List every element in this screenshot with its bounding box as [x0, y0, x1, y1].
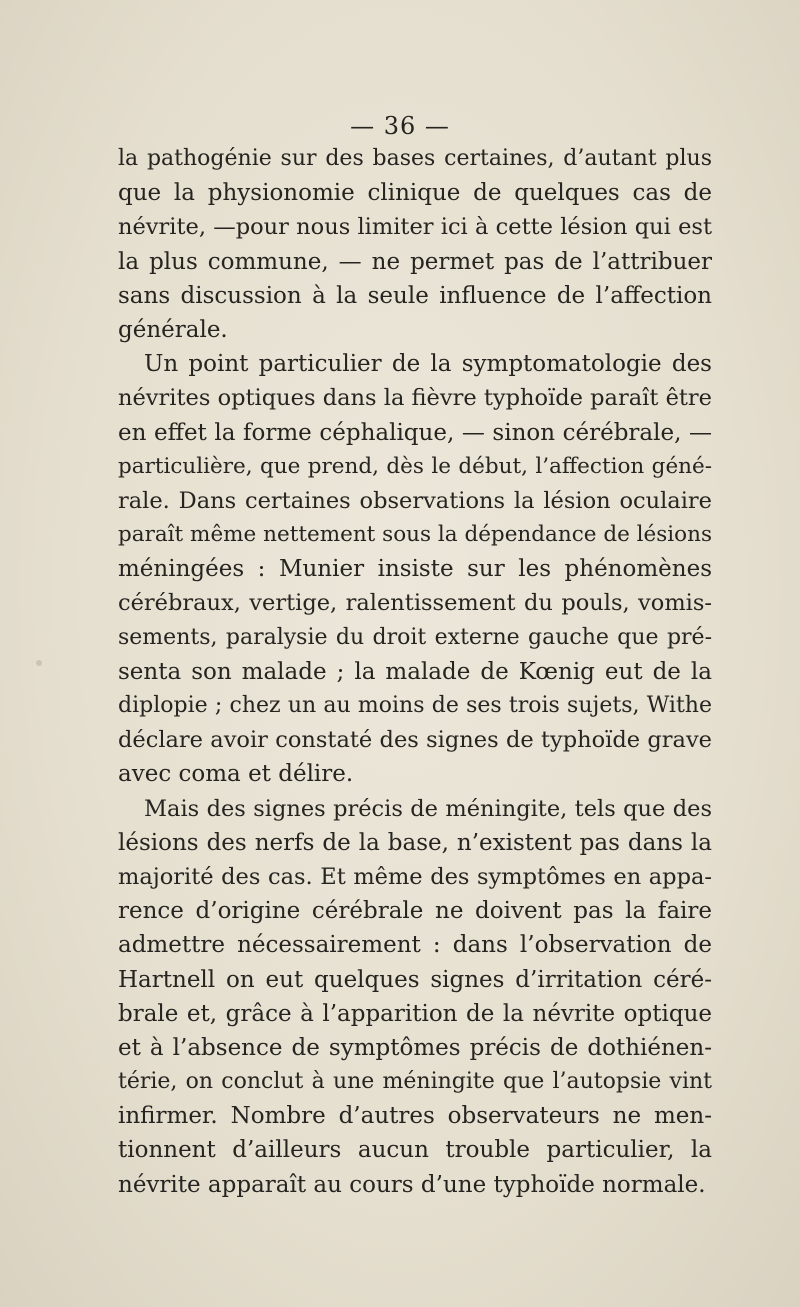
text-line: névrite, —pour nous limiter ici à cette lésion qui est	[118, 214, 712, 241]
page-number: — 36 —	[350, 112, 450, 140]
text-line: sements, paralysie du droit externe gauche que pré-	[118, 624, 712, 650]
text-line: névrites optiques dans la fièvre typhoïde paraît être	[118, 385, 712, 412]
text-line: rence d’origine cérébrale ne doivent pas la faire	[118, 898, 712, 925]
text-line: particulière, que prend, dès le début, l’affection géné-	[118, 453, 712, 479]
text-line: térie, on conclut à une méningite que l’autopsie vint	[118, 1069, 712, 1095]
text-line: en effet la forme céphalique, — sinon cérébrale, —	[118, 419, 712, 446]
paper-fleck	[36, 660, 42, 666]
text-line: majorité des cas. Et même des symptômes en appa-	[118, 863, 712, 890]
text-line: lésions des nerfs de la base, n’existent pas dans la	[118, 829, 712, 856]
text-line: que la physionomie clinique de quelques cas de	[118, 180, 712, 207]
body-text	[118, 142, 712, 1202]
text-line: déclare avoir constaté des signes de typhoïde grave	[118, 727, 712, 754]
text-line: tionnent d’ailleurs aucun trouble particulier, la	[118, 1137, 712, 1164]
text-line: infirmer. Nombre d’autres observateurs ne men-	[118, 1103, 712, 1130]
text-line: sans discussion à la seule influence de l’affection	[118, 282, 712, 309]
text-line: Hartnell on eut quelques signes d’irritation céré-	[118, 966, 712, 993]
text-line: admettre nécessairement : dans l’observation de	[118, 932, 712, 959]
text-line: Un point particulier de la symptomatologie des	[144, 351, 712, 378]
text-line: névrite apparaît au cours d’une typhoïde normale.	[118, 1171, 706, 1198]
text-line: méningées : Munier insiste sur les phénomènes	[118, 556, 712, 583]
text-line: diplopie ; chez un au moins de ses trois sujets, Withe	[118, 693, 712, 718]
text-line: brale et, grâce à l’apparition de la névrite optique	[118, 1000, 712, 1027]
text-line: rale. Dans certaines observations la lésion oculaire	[118, 487, 712, 514]
text-line: la pathogénie sur des bases certaines, d’autant plus	[118, 146, 712, 171]
text-line: Mais des signes précis de méningite, tels que des	[144, 795, 712, 822]
text-line: et à l’absence de symptômes précis de dothiénen-	[118, 1034, 712, 1061]
text-line: générale.	[118, 316, 228, 343]
text-line: cérébraux, vertige, ralentissement du pouls, vomis-	[118, 590, 712, 617]
text-line: paraît même nettement sous la dépendance de lésions	[118, 522, 712, 548]
text-line: la plus commune, — ne permet pas de l’attribuer	[118, 248, 712, 275]
text-line: avec coma et délire.	[118, 761, 354, 788]
text-line: senta son malade ; la malade de Kœnig eut de la	[118, 658, 712, 685]
